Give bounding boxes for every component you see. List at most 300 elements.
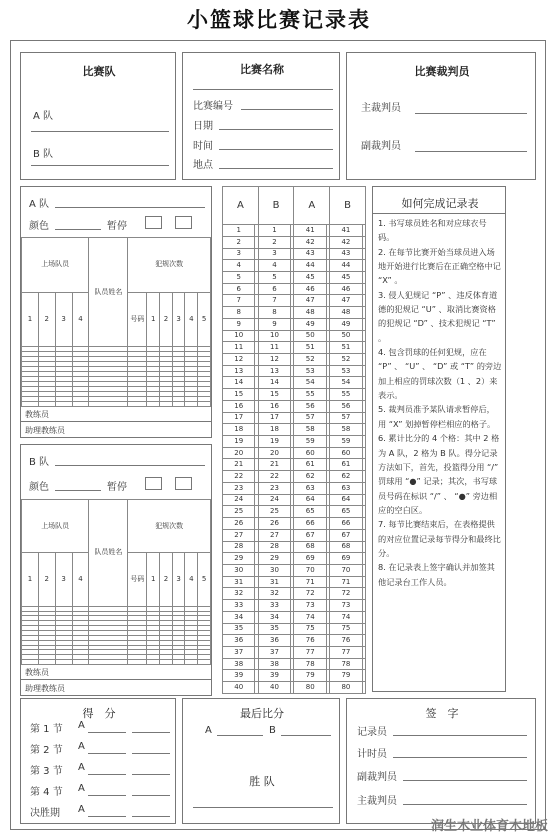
score-number: 7 <box>258 295 290 307</box>
score-number: 44 <box>330 260 362 272</box>
score-number: 13 <box>258 365 290 377</box>
table-row <box>223 471 366 483</box>
team-a-name-label: A 队 <box>29 199 50 210</box>
period-a-line[interactable] <box>88 732 126 733</box>
score-mark-cell[interactable] <box>362 588 365 600</box>
score-mark-cell[interactable] <box>362 482 365 494</box>
table-cell[interactable] <box>198 660 211 665</box>
table-row <box>223 482 366 494</box>
score-number: 20 <box>258 447 290 459</box>
team-b-name-label: B 队 <box>29 457 50 468</box>
score-number: 70 <box>294 564 326 576</box>
time-label: 时间 <box>193 141 213 152</box>
score-number: 70 <box>330 564 362 576</box>
fouls-header: 犯规次数 <box>128 500 211 553</box>
table-cell[interactable] <box>172 402 185 407</box>
table-cell[interactable] <box>128 402 147 407</box>
score-number: 4 <box>258 260 290 272</box>
score-mark-cell[interactable] <box>362 365 365 377</box>
team-b-name-line[interactable] <box>55 465 205 466</box>
score-number: 57 <box>294 412 326 424</box>
team-a-coach-line[interactable] <box>21 421 211 422</box>
score-mark-cell[interactable] <box>362 564 365 576</box>
table-cell[interactable] <box>38 402 55 407</box>
table-cell[interactable] <box>198 402 211 407</box>
table-row <box>223 646 366 658</box>
score-number: 80 <box>330 682 362 694</box>
page-title: 小篮球比赛记录表 <box>187 8 371 32</box>
number-col: 号码 <box>128 292 147 347</box>
player-on-col-1: 1 <box>22 553 39 606</box>
score-number: 69 <box>294 553 326 565</box>
team-a-panel <box>20 186 212 438</box>
score-number: 68 <box>330 541 362 553</box>
referees-header: 比赛裁判员 <box>414 65 470 78</box>
score-number: 56 <box>330 400 362 412</box>
place-line[interactable] <box>219 168 333 169</box>
table-cell[interactable] <box>147 402 160 407</box>
player-on-col-4: 4 <box>72 553 89 606</box>
score-number: 59 <box>330 436 362 448</box>
table-row <box>223 342 366 354</box>
score-col-header: A <box>294 187 330 225</box>
score-mark-cell[interactable] <box>362 389 365 401</box>
foul-col-1: 1 <box>147 553 160 606</box>
score-mark-cell[interactable] <box>362 412 365 424</box>
score-number: 58 <box>330 424 362 436</box>
table-row <box>223 271 366 283</box>
score-mark-cell[interactable] <box>362 236 365 248</box>
period-a-line[interactable] <box>88 816 126 817</box>
team-b-color-line[interactable] <box>55 490 101 491</box>
winner-label: 胜 队 <box>249 775 275 788</box>
players-on-header: 上场队员 <box>22 500 89 553</box>
score-col-header: B <box>258 187 294 225</box>
table-row <box>223 635 366 647</box>
match-box <box>182 52 340 180</box>
table-cell[interactable] <box>38 660 55 665</box>
team-b-line[interactable] <box>31 165 169 166</box>
assistant-referee-label: 副裁判员 <box>361 141 401 152</box>
score-number: 49 <box>330 318 362 330</box>
place-label: 地点 <box>193 160 213 171</box>
score-mark-cell[interactable] <box>362 354 365 366</box>
period-a-line[interactable] <box>88 753 126 754</box>
score-number: 31 <box>223 576 255 588</box>
table-row <box>223 365 366 377</box>
score-mark-cell[interactable] <box>362 471 365 483</box>
score-mark-cell[interactable] <box>362 611 365 623</box>
score-mark-cell[interactable] <box>362 600 365 612</box>
score-number: 21 <box>223 459 255 471</box>
team-a-timeout-label: 暂停 <box>107 221 127 232</box>
score-number: 54 <box>294 377 326 389</box>
final-a-line[interactable] <box>217 735 263 736</box>
score-number: 10 <box>258 330 290 342</box>
timer-label: 计时员 <box>357 749 387 760</box>
score-number: 38 <box>223 658 255 670</box>
score-number: 32 <box>258 588 290 600</box>
score-number: 52 <box>294 354 326 366</box>
score-mark-cell[interactable] <box>362 518 365 530</box>
score-mark-cell[interactable] <box>362 283 365 295</box>
watermark: 润生木业体育木地板 <box>430 819 548 834</box>
foul-col-4: 4 <box>185 292 198 347</box>
score-mark-cell[interactable] <box>362 670 365 682</box>
team-a-coach-label: 教练员 <box>25 410 49 419</box>
team-a-line[interactable] <box>31 131 169 132</box>
score-number: 69 <box>330 553 362 565</box>
team-b-coach-line[interactable] <box>21 679 211 680</box>
score-number: 55 <box>294 389 326 401</box>
match-name-line[interactable] <box>193 89 333 90</box>
table-row <box>223 541 366 553</box>
score-number: 19 <box>258 436 290 448</box>
score-mark-cell[interactable] <box>362 646 365 658</box>
signature-header: 签 字 <box>425 707 459 720</box>
table-row <box>223 318 366 330</box>
score-number: 78 <box>294 658 326 670</box>
score-number: 68 <box>294 541 326 553</box>
score-number: 1 <box>223 225 255 237</box>
score-number: 30 <box>258 564 290 576</box>
score-number: 26 <box>258 518 290 530</box>
period-label: 第 1 节 <box>30 724 63 735</box>
table-row <box>223 330 366 342</box>
score-number: 14 <box>258 377 290 389</box>
score-number: 63 <box>294 482 326 494</box>
instruction-item: 4. 包含罚球的任何犯规，应在 “P” 、 “U” 、 “D” 或 “T” 的旁边加上相应的罚球次数（1 、2）来表示。 <box>378 347 502 401</box>
score-number: 55 <box>330 389 362 401</box>
score-number: 8 <box>258 307 290 319</box>
table-row <box>223 283 366 295</box>
team-a-roster-table <box>21 237 211 407</box>
table-row <box>223 295 366 307</box>
table-cell[interactable] <box>72 402 89 407</box>
match-header: 比赛名称 <box>240 63 284 76</box>
score-number: 6 <box>258 283 290 295</box>
assistant-referee-line[interactable] <box>415 151 527 152</box>
score-number: 61 <box>294 459 326 471</box>
score-number: 75 <box>294 623 326 635</box>
table-row <box>223 518 366 530</box>
period-label: 第 3 节 <box>30 766 63 777</box>
time-line[interactable] <box>219 149 333 150</box>
score-number: 58 <box>294 424 326 436</box>
period-a-label: A <box>78 762 85 773</box>
team-b-assistant-label: 助理教练员 <box>25 684 65 693</box>
score-number: 32 <box>223 588 255 600</box>
table-row <box>223 682 366 694</box>
score-number: 46 <box>330 283 362 295</box>
score-mark-cell[interactable] <box>362 436 365 448</box>
score-number: 67 <box>330 529 362 541</box>
table-row <box>223 236 366 248</box>
team-b-panel <box>20 444 212 696</box>
score-number: 9 <box>258 318 290 330</box>
period-b-line[interactable] <box>132 774 170 775</box>
table-row <box>223 307 366 319</box>
table-cell[interactable] <box>160 660 173 665</box>
score-number: 48 <box>330 307 362 319</box>
score-number: 14 <box>223 377 255 389</box>
final-score-box <box>182 698 340 824</box>
team-b-coach-label: 教练员 <box>25 668 49 677</box>
period-label: 第 4 节 <box>30 787 63 798</box>
assistant-referee-sign-line[interactable] <box>403 780 527 781</box>
instructions-title: 如何完成记录表 <box>401 197 479 210</box>
match-number-label: 比赛编号 <box>193 101 233 112</box>
score-number: 76 <box>294 635 326 647</box>
score-mark-cell[interactable] <box>362 342 365 354</box>
score-number: 56 <box>294 400 326 412</box>
team-b-timeout-box-2[interactable] <box>175 477 192 490</box>
score-number: 17 <box>223 412 255 424</box>
score-mark-cell[interactable] <box>362 424 365 436</box>
table-row <box>223 377 366 389</box>
period-label: 第 2 节 <box>30 745 63 756</box>
score-number: 77 <box>294 646 326 658</box>
teams-header: 比赛队 <box>82 65 116 78</box>
score-number: 21 <box>258 459 290 471</box>
score-mark-cell[interactable] <box>362 459 365 471</box>
score-number: 39 <box>223 670 255 682</box>
score-mark-cell[interactable] <box>362 330 365 342</box>
score-number: 53 <box>330 365 362 377</box>
score-number: 64 <box>294 494 326 506</box>
score-mark-cell[interactable] <box>362 318 365 330</box>
table-row <box>223 400 366 412</box>
period-b-line[interactable] <box>132 816 170 817</box>
score-number: 62 <box>330 471 362 483</box>
score-mark-cell[interactable] <box>362 576 365 588</box>
score-number: 29 <box>258 553 290 565</box>
score-mark-cell[interactable] <box>362 623 365 635</box>
score-number: 4 <box>223 260 255 272</box>
score-number: 80 <box>294 682 326 694</box>
table-row <box>223 459 366 471</box>
instructions-list <box>378 216 502 589</box>
score-number: 43 <box>294 248 326 260</box>
score-number: 37 <box>258 646 290 658</box>
score-mark-cell[interactable] <box>362 271 365 283</box>
match-number-line[interactable] <box>241 109 333 110</box>
period-label: 决胜期 <box>30 808 60 819</box>
score-number: 54 <box>330 377 362 389</box>
score-mark-cell[interactable] <box>362 260 365 272</box>
fouls-header: 犯规次数 <box>128 238 211 293</box>
score-number: 22 <box>223 471 255 483</box>
instruction-item: 7. 每节比赛结束后，在表格提供的对应位置记录每节得分和最终比分。 <box>378 519 501 558</box>
score-number: 48 <box>294 307 326 319</box>
score-number: 43 <box>330 248 362 260</box>
period-b-line[interactable] <box>132 753 170 754</box>
score-number: 36 <box>223 635 255 647</box>
score-number: 45 <box>294 271 326 283</box>
table-row <box>223 260 366 272</box>
score-number: 24 <box>258 494 290 506</box>
table-row <box>223 389 366 401</box>
period-a-line[interactable] <box>88 774 126 775</box>
table-row <box>223 494 366 506</box>
table-cell[interactable] <box>55 402 72 407</box>
instructions-title-line <box>373 213 505 214</box>
score-number: 20 <box>223 447 255 459</box>
score-number: 16 <box>258 400 290 412</box>
score-mark-cell[interactable] <box>362 506 365 518</box>
final-b-label: B <box>269 725 276 736</box>
score-number: 23 <box>258 482 290 494</box>
score-number: 64 <box>330 494 362 506</box>
score-number: 50 <box>330 330 362 342</box>
score-mark-cell[interactable] <box>362 295 365 307</box>
score-number: 42 <box>294 236 326 248</box>
table-cell[interactable] <box>22 660 39 665</box>
score-number: 2 <box>223 236 255 248</box>
score-mark-cell[interactable] <box>362 447 365 459</box>
score-number: 34 <box>223 611 255 623</box>
score-mark-cell[interactable] <box>362 635 365 647</box>
score-number: 75 <box>330 623 362 635</box>
score-number: 6 <box>223 283 255 295</box>
team-b-label: B 队 <box>33 149 54 160</box>
score-number: 50 <box>294 330 326 342</box>
table-cell[interactable] <box>55 660 72 665</box>
score-mark-cell[interactable] <box>362 225 365 237</box>
score-mark-cell[interactable] <box>362 529 365 541</box>
main-referee-sign-line[interactable] <box>403 804 527 805</box>
score-number: 15 <box>223 389 255 401</box>
score-mark-cell[interactable] <box>362 400 365 412</box>
table-row <box>223 354 366 366</box>
score-number: 19 <box>223 436 255 448</box>
table-cell[interactable] <box>172 660 185 665</box>
score-number: 59 <box>294 436 326 448</box>
score-number: 45 <box>330 271 362 283</box>
score-mark-cell[interactable] <box>362 658 365 670</box>
table-row <box>223 670 366 682</box>
player-on-col-4: 4 <box>72 292 89 347</box>
score-number: 18 <box>258 424 290 436</box>
score-number: 3 <box>223 248 255 260</box>
score-number: 33 <box>223 600 255 612</box>
score-number: 67 <box>294 529 326 541</box>
score-number: 40 <box>258 682 290 694</box>
score-number: 5 <box>223 271 255 283</box>
team-a-color-line[interactable] <box>55 229 101 230</box>
score-mark-cell[interactable] <box>362 553 365 565</box>
table-row <box>223 588 366 600</box>
score-number: 78 <box>330 658 362 670</box>
date-line[interactable] <box>219 129 333 130</box>
score-number: 41 <box>294 225 326 237</box>
player-on-col-1: 1 <box>22 292 39 347</box>
score-number: 53 <box>294 365 326 377</box>
scorer-label: 记录员 <box>357 727 387 738</box>
foul-col-1: 1 <box>147 292 160 347</box>
table-cell[interactable] <box>89 402 128 407</box>
final-score-header: 最后比分 <box>240 707 284 720</box>
table-cell[interactable] <box>72 660 89 665</box>
table-cell[interactable] <box>160 402 173 407</box>
scorer-line[interactable] <box>393 735 527 736</box>
score-number: 25 <box>223 506 255 518</box>
score-number: 72 <box>330 588 362 600</box>
foul-col-2: 2 <box>160 553 173 606</box>
score-mark-cell[interactable] <box>362 494 365 506</box>
main-referee-line[interactable] <box>415 113 527 114</box>
score-mark-cell[interactable] <box>362 377 365 389</box>
team-a-timeout-box-1[interactable] <box>145 216 162 229</box>
main-referee-sign-label: 主裁判员 <box>357 796 397 807</box>
table-row <box>22 660 211 665</box>
period-a-label: A <box>78 741 85 752</box>
instruction-item: 2. 在每节比赛开始当球员进入场地开始进行比赛后在正确空格中记 “X” 。 <box>378 246 501 286</box>
table-row <box>223 424 366 436</box>
team-a-name-line[interactable] <box>55 207 205 208</box>
score-number: 8 <box>223 307 255 319</box>
final-b-line[interactable] <box>281 735 331 736</box>
table-row <box>223 447 366 459</box>
referees-box <box>346 52 536 180</box>
score-number: 22 <box>258 471 290 483</box>
score-number: 35 <box>258 623 290 635</box>
table-cell[interactable] <box>147 660 160 665</box>
table-cell[interactable] <box>89 660 128 665</box>
score-number: 30 <box>223 564 255 576</box>
table-row <box>223 600 366 612</box>
table-cell[interactable] <box>185 402 198 407</box>
table-cell[interactable] <box>22 402 39 407</box>
winner-line[interactable] <box>193 807 333 808</box>
table-row <box>223 658 366 670</box>
period-b-line[interactable] <box>132 795 170 796</box>
score-mark-cell[interactable] <box>362 541 365 553</box>
table-row <box>223 225 366 237</box>
team-b-timeout-box-1[interactable] <box>145 477 162 490</box>
table-row <box>223 576 366 588</box>
score-number: 71 <box>294 576 326 588</box>
score-number: 51 <box>330 342 362 354</box>
score-number: 47 <box>294 295 326 307</box>
score-number: 18 <box>223 424 255 436</box>
table-cell[interactable] <box>185 660 198 665</box>
score-mark-cell[interactable] <box>362 307 365 319</box>
team-b-color-label: 颜色 <box>29 482 49 493</box>
score-number: 61 <box>330 459 362 471</box>
score-number: 36 <box>258 635 290 647</box>
score-number: 38 <box>258 658 290 670</box>
period-b-line[interactable] <box>132 732 170 733</box>
score-number: 11 <box>258 342 290 354</box>
score-number: 74 <box>330 611 362 623</box>
score-number: 62 <box>294 471 326 483</box>
score-number: 65 <box>294 506 326 518</box>
score-number: 29 <box>223 553 255 565</box>
instruction-item: 1. 书写球员姓名和对应球衣号码。 <box>378 218 487 243</box>
score-number: 79 <box>294 670 326 682</box>
score-number: 41 <box>330 225 362 237</box>
table-cell[interactable] <box>128 660 147 665</box>
table-row <box>223 436 366 448</box>
score-mark-cell[interactable] <box>362 682 365 694</box>
team-a-label: A 队 <box>33 111 54 122</box>
timer-line[interactable] <box>393 757 527 758</box>
score-number: 60 <box>330 447 362 459</box>
score-mark-cell[interactable] <box>362 248 365 260</box>
period-a-line[interactable] <box>88 795 126 796</box>
team-a-timeout-box-2[interactable] <box>175 216 192 229</box>
